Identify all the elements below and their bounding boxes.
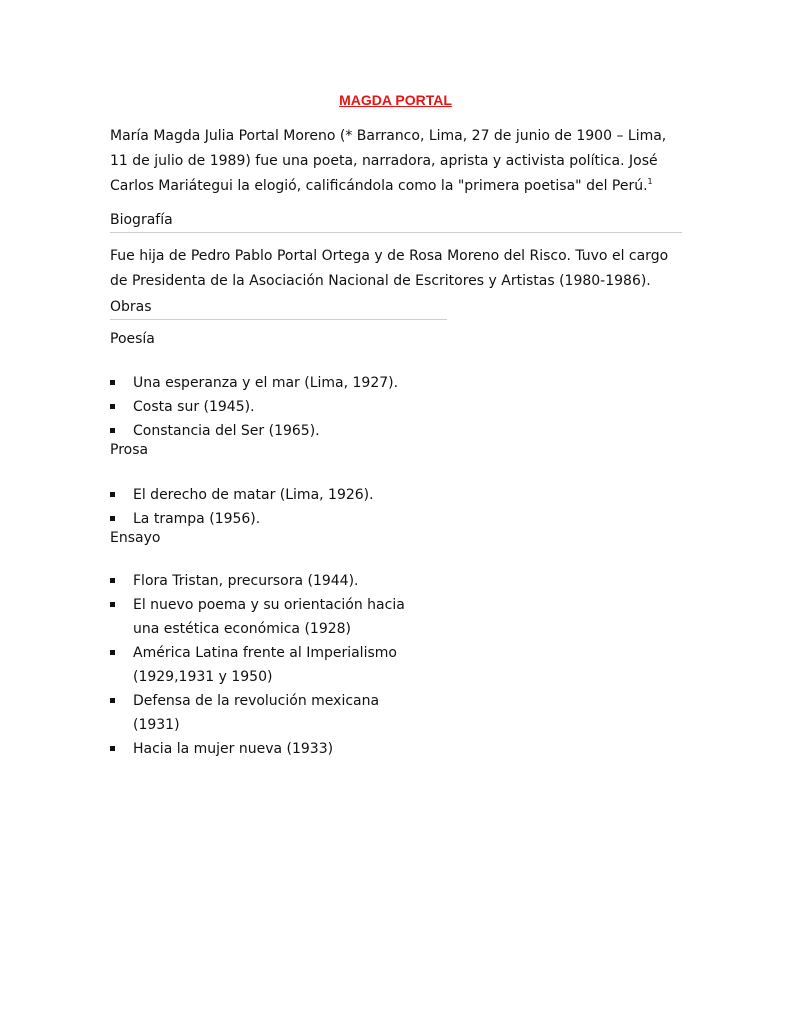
intro-paragraph [110, 124, 670, 199]
list-item [110, 593, 430, 641]
bullet-icon [110, 380, 115, 385]
list-item [110, 737, 430, 761]
list-item-text: Hacia la mujer nueva (1933) [133, 741, 334, 757]
bullet-icon [110, 578, 115, 583]
poesia-list [110, 371, 398, 443]
bullet-icon [110, 746, 115, 751]
poesia-subheading: Poesía [110, 331, 155, 347]
bullet-icon [110, 428, 115, 433]
list-item-text: Constancia del Ser (1965). [133, 423, 320, 439]
list-item [110, 689, 430, 737]
list-item [110, 371, 398, 395]
obras-heading: Obras [110, 297, 447, 320]
list-item-text: El nuevo poema y su orientación hacia una estética económica (1928) [133, 597, 405, 637]
ensayo-list [110, 569, 430, 761]
prosa-subheading: Prosa [110, 442, 149, 458]
list-item [110, 483, 374, 507]
list-item-text: El derecho de matar (Lima, 1926). [133, 487, 374, 503]
list-item-text: Defensa de la revolución mexicana (1931) [133, 693, 380, 733]
bullet-icon [110, 650, 115, 655]
bullet-icon [110, 516, 115, 521]
list-item [110, 419, 398, 443]
biografia-heading: Biografía [110, 210, 682, 233]
list-item [110, 641, 430, 689]
document-title: MAGDA PORTAL [339, 92, 452, 108]
list-item-text: América Latina frente al Imperialismo (1929,1931 y 1950) [133, 645, 397, 685]
list-item-text: Flora Tristan, precursora (1944). [133, 573, 359, 589]
bullet-icon [110, 602, 115, 607]
intro-text: María Magda Julia Portal Moreno (* Barranco, Lima, 27 de junio de 1900 – Lima, 11 de julio de 1989) fue una poeta, narradora, aprista y activista política. José Carlos Mariátegui la elogió, calificándola como la "primera poetisa" del Perú. [110, 128, 667, 194]
bullet-icon [110, 492, 115, 497]
list-item-text: La trampa (1956). [133, 511, 261, 527]
prosa-list [110, 483, 374, 531]
list-item-text: Una esperanza y el mar (Lima, 1927). [133, 375, 399, 391]
bullet-icon [110, 404, 115, 409]
footnote-reference[interactable]: 1 [647, 177, 653, 186]
list-item [110, 395, 398, 419]
biografia-paragraph: Fue hija de Pedro Pablo Portal Ortega y de Rosa Moreno del Risco. Tuvo el cargo de Presidenta de la Asociación Nacional de Escritores y Artistas (1980-1986). [110, 248, 669, 289]
bullet-icon [110, 698, 115, 703]
ensayo-subheading: Ensayo [110, 530, 161, 546]
list-item-text: Costa sur (1945). [133, 399, 255, 415]
list-item [110, 569, 430, 593]
